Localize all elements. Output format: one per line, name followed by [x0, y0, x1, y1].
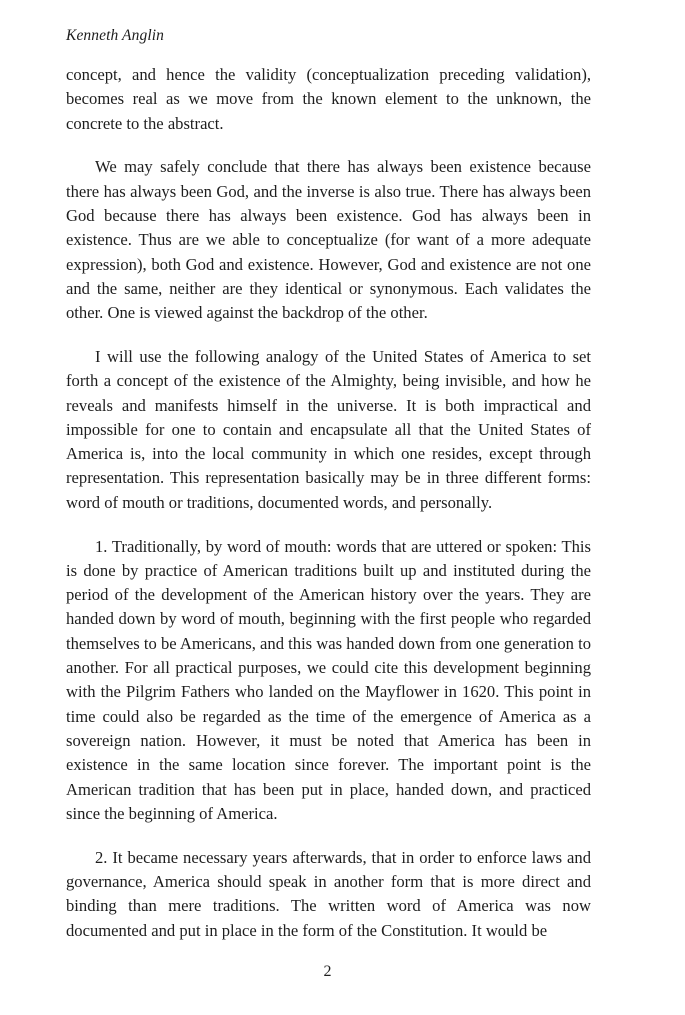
body-text	[66, 63, 591, 943]
page-number: 2	[323, 963, 332, 980]
list-item-traditionally: 1. Traditionally, by word of mouth: words that are uttered or spoken: This is done by practice of American traditions built up and instituted during the period of the development of the American history over the years. They are handed down by word of mouth, beginning with the first people who regarded themselves to be Americans, and this was handed down from one generation to another. For all practical purposes, we could cite this development beginning with the Pilgrim Fathers who landed on the Mayflower in 1620. This point in time could also be regarded as the time of the emergence of America as a sovereign nation. However, it must be noted that America has been in existence in the same location since forever. The important point is the American tradition that has been put in place, handed down, and practiced since the beginning of America.	[66, 536, 591, 823]
running-head: Kenneth Anglin	[66, 27, 164, 44]
paragraph-existence: We may safely conclude that there has always been existence because there has always been God, and the inverse is also true. There has always been God because there has always been existence. God has always been in existence. Thus are we able to conceptualize (for want of a more adequate expression), both God and existence. However, God and existence are not one and the same, neither are they identical or synonymous. Each validates the other. One is viewed against the backdrop of the other.	[66, 157, 591, 323]
list-item-written-word: 2. It became necessary years afterwards, that in order to enforce laws and governance, America should speak in another form that is more direct and binding than mere traditions. The written word of America was now documented and put in place in the form of the Constitution. It would be	[66, 847, 591, 940]
paragraph-continuation: concept, and hence the validity (conceptualization preceding validation), becomes real as we move from the known element to the unknown, the concrete to the abstract.	[66, 65, 591, 133]
paragraph-analogy: I will use the following analogy of the United States of America to set forth a concept of the existence of the Almighty, being invisible, and how he reveals and manifests himself in the universe. It is both impractical and impossible for one to contain and encapsulate all that the United States of America is, into the local community in which one resides, except through representation. This representation basically may be in three different forms: word of mouth or traditions, documented words, and personally.	[66, 346, 591, 512]
